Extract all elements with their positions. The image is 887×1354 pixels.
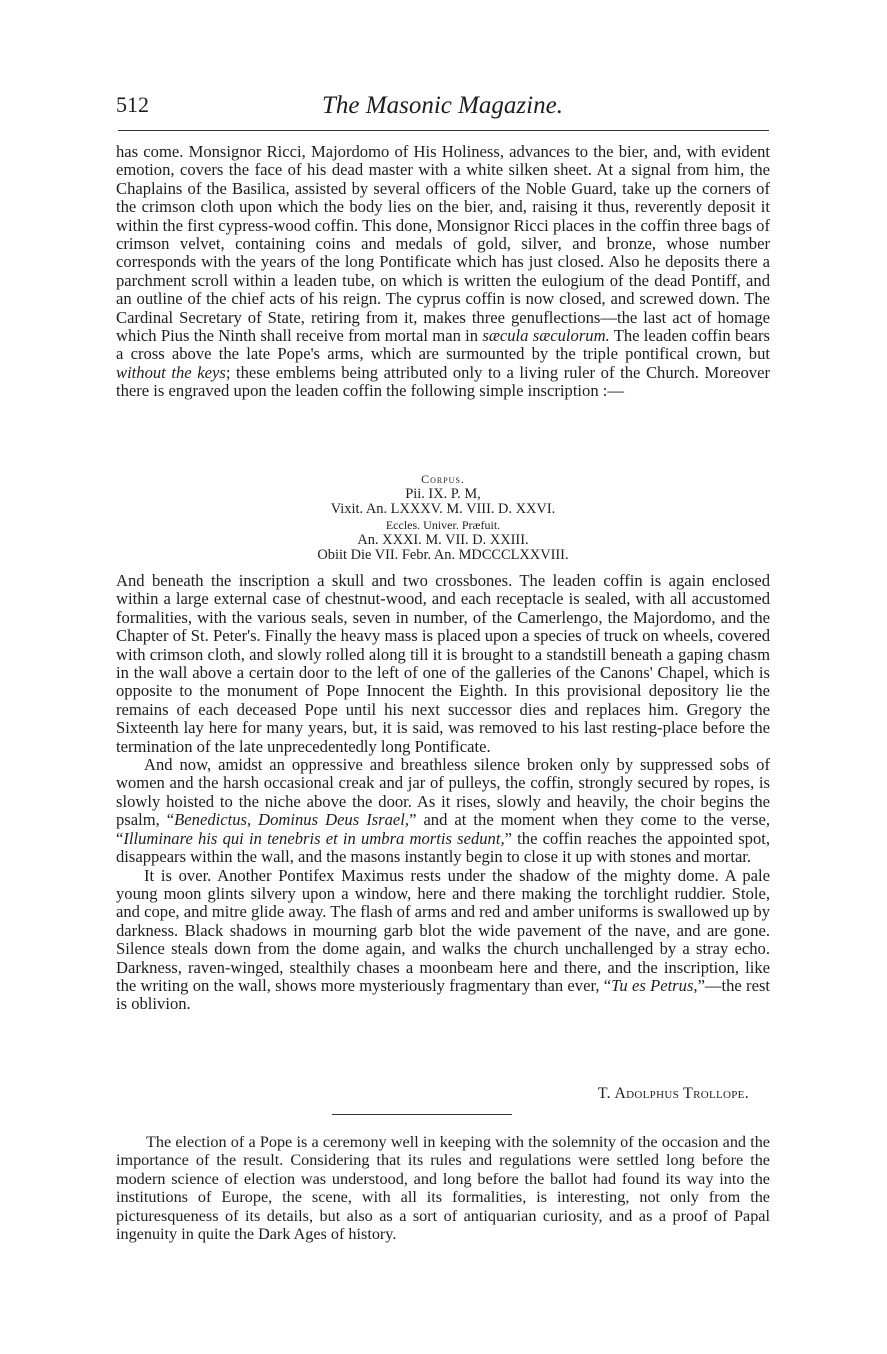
coffin-inscription	[116, 472, 770, 563]
running-title: The Masonic Magazine.	[322, 92, 563, 119]
body-text-top	[116, 143, 770, 401]
inscription-line-2: Pii. IX. P. M,	[405, 486, 481, 503]
inscription-line-3: Vixit. An. LXXXV. M. VIII. D. XXVI.	[330, 501, 556, 518]
inscription-line-6: Obiit Die VII. Febr. An. MDCCCLXXVIII.	[317, 547, 569, 564]
inscription-line-1: Corpus.	[421, 472, 465, 486]
header-rule	[118, 130, 769, 131]
body-text-main	[116, 572, 770, 1014]
inscription-line-5: An. XXXI. M. VII. D. XXIII.	[357, 531, 529, 548]
page-header	[116, 92, 769, 132]
author-signature: T. Adolphus Trollope.	[597, 1085, 749, 1102]
body-text-bottom	[116, 1133, 770, 1243]
paragraph-4: It is over. Another Pontifex Maximus rests under the shadow of the mighty dome. A pale young moon glints silvery upon a window, here and there making the torchlight ruddier. Stole, and cope, and mitre glide away. The flash of arms and red and amber uniforms is swallowed up by darkness. Black shadows in mourning garb blot the wide pavement of the nave, and are gone. Silence steals down from the dome again, and walks the church unchallenged by a stray echo. Darkness, raven-winged, stealthily chases a moonbeam here and there, and the inscription, like the writing on the wall, shows more mysteriously fragmentary than ever, “Tu es Petrus,”—the rest is oblivion.	[116, 865, 771, 1014]
paragraph-5: The election of a Pope is a ceremony well in keeping with the solemnity of the occasion and the importance of the result. Considering that its rules and regulations were settled long before the modern science of election was understood, and long before the ballot had found its way into the institutions of Europe, the scene, with all its formalities, is interesting, not only from the picturesqueness of its details, but also as a sort of antiquarian curiosity, and as a proof of Papal ingenuity in quite the Dark Ages of history.	[116, 1133, 770, 1244]
paragraph-2: And beneath the inscription a skull and two crossbones. The leaden coffin is again enclosed within a large external case of chestnut-wood, and each receptacle is sealed, with all accustomed formalities, with the various seals, seven in number, of the Camerlengo, the Majordomo, and the Chapter of St. Peter's. Finally the heavy mass is placed upon a species of truck on wheels, covered with crimson cloth, and slowly rolled along till it is brought to a standstill beneath a gaping chasm in the wall above a certain door to the left of one of the galleries of the Canons' Chapel, which is opposite to the monument of Pope Innocent the Eighth. In this provisional depository lie the remains of each deceased Pope until his next successor dies and replaces him. Gregory the Sixteenth lay here for many years, but, it is said, was removed to his last resting-place before the termination of the late unprecedentedly long Pontificate.	[116, 571, 770, 756]
section-divider	[332, 1114, 512, 1115]
paragraph-1: has come. Monsignor Ricci, Majordomo of His Holiness, advances to the bier, and, with evident emotion, covers the face of his dead master with a white silken sheet. At a signal from him, the Chaplains of the Basilica, assisted by several officers of the Noble Guard, take up the corners of the crimson cloth upon which the body lies on the bier, and, raising it thus, reverently deposit it within the first cypress-wood coffin. This done, Monsignor Ricci places in the coffin three bags of crimson velvet, containing coins and medals of gold, silver, and bronze, whose number corresponds with the years of the long Pontificate which has just closed. Also he deposits there a parchment scroll within a leaden tube, on which is written the eulogium of the dead Pontiff, and an outline of the chief acts of his reign. The cyprus coffin is now closed, and screwed down. The Cardinal Secretary of State, retiring from it, makes three genuflections—the last act of homage which Pius the Ninth shall receive from mortal man in sæcula sæculorum. The leaden coffin bears a cross above the late Pope's arms, which are surmounted by the triple pontifical crown, but without the keys; these emblems being attributed only to a living ruler of the Church. Moreover there is engraved upon the leaden coffin the following simple inscription :—	[116, 142, 770, 401]
paragraph-3: And now, amidst an oppressive and breathless silence broken only by suppressed sobs of women and the harsh occasional creak and jar of pulleys, the coffin, strongly secured by ropes, is slowly hoisted to the niche above the door. As it rises, slowly and heavily, the choir begins the psalm, “Benedictus, Dominus Deus Israel,” and at the moment when they come to the verse, “Illuminare his qui in tenebris et in umbra mortis sedunt,” the coffin reaches the appointed spot, disappears within the wall, and the masons instantly begin to close it up with stones and mortar.	[116, 755, 770, 867]
inscription-line-4: Eccles. Univer. Præfuit.	[385, 517, 501, 532]
page-number: 512	[116, 92, 149, 117]
